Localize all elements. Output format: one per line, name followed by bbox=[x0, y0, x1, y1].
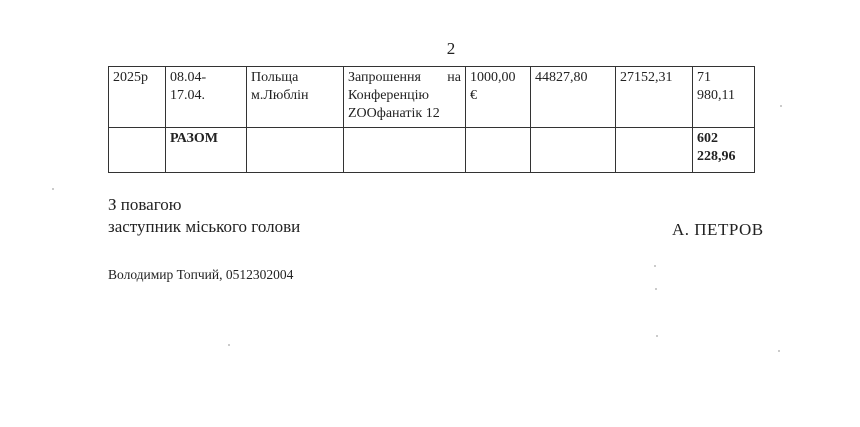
total-empty-4 bbox=[344, 128, 466, 173]
scan-speck bbox=[656, 335, 658, 337]
regards-text: З повагою bbox=[108, 195, 182, 214]
scan-speck bbox=[654, 265, 656, 267]
dates-end: 17.04. bbox=[170, 88, 205, 103]
contact-line: Володимир Топчий, 0512302004 bbox=[108, 267, 294, 282]
dates-start: 08.04- bbox=[170, 70, 207, 85]
total-empty-1 bbox=[109, 128, 166, 173]
place-country: Польща bbox=[251, 70, 299, 85]
cell-col7: 27152,31 bbox=[616, 67, 693, 128]
amount-eur-value: 1000,00 bbox=[470, 70, 516, 85]
cell-col6: 44827,80 bbox=[531, 67, 616, 128]
cell-purpose bbox=[344, 67, 466, 128]
col8-line-2: 980,11 bbox=[697, 88, 735, 103]
total-value bbox=[693, 128, 755, 173]
total-value-line-1: 602 bbox=[697, 131, 718, 146]
place-city: м.Люблін bbox=[251, 88, 309, 103]
cell-year: 2025р bbox=[109, 67, 166, 128]
total-empty-3 bbox=[247, 128, 344, 173]
signer-name: А. ПЕТРОВ bbox=[672, 220, 764, 239]
page-number: 2 bbox=[446, 39, 456, 58]
signoff-block bbox=[108, 194, 300, 238]
expense-table bbox=[108, 66, 755, 173]
amount-eur-currency: € bbox=[470, 88, 477, 103]
scan-speck bbox=[778, 350, 780, 352]
table-row bbox=[109, 67, 755, 128]
total-row bbox=[109, 128, 755, 173]
purpose-line-2: Конференцію bbox=[348, 88, 429, 103]
scan-speck bbox=[228, 344, 230, 346]
total-value-line-2: 228,96 bbox=[697, 149, 736, 164]
total-label: РАЗОМ bbox=[166, 128, 247, 173]
scan-speck bbox=[52, 188, 54, 190]
signer-position: заступник міського голови bbox=[108, 217, 301, 236]
cell-amount-eur bbox=[466, 67, 531, 128]
total-empty-6 bbox=[531, 128, 616, 173]
purpose-line-3: ZOOфанатік 12 bbox=[348, 106, 440, 121]
col8-line-1: 71 bbox=[697, 70, 711, 85]
cell-dates bbox=[166, 67, 247, 128]
total-empty-7 bbox=[616, 128, 693, 173]
cell-col8 bbox=[693, 67, 755, 128]
scan-speck bbox=[655, 288, 657, 290]
total-empty-5 bbox=[466, 128, 531, 173]
scan-speck bbox=[780, 105, 782, 107]
purpose-line-1: Запрошення на bbox=[348, 70, 461, 85]
cell-place bbox=[247, 67, 344, 128]
